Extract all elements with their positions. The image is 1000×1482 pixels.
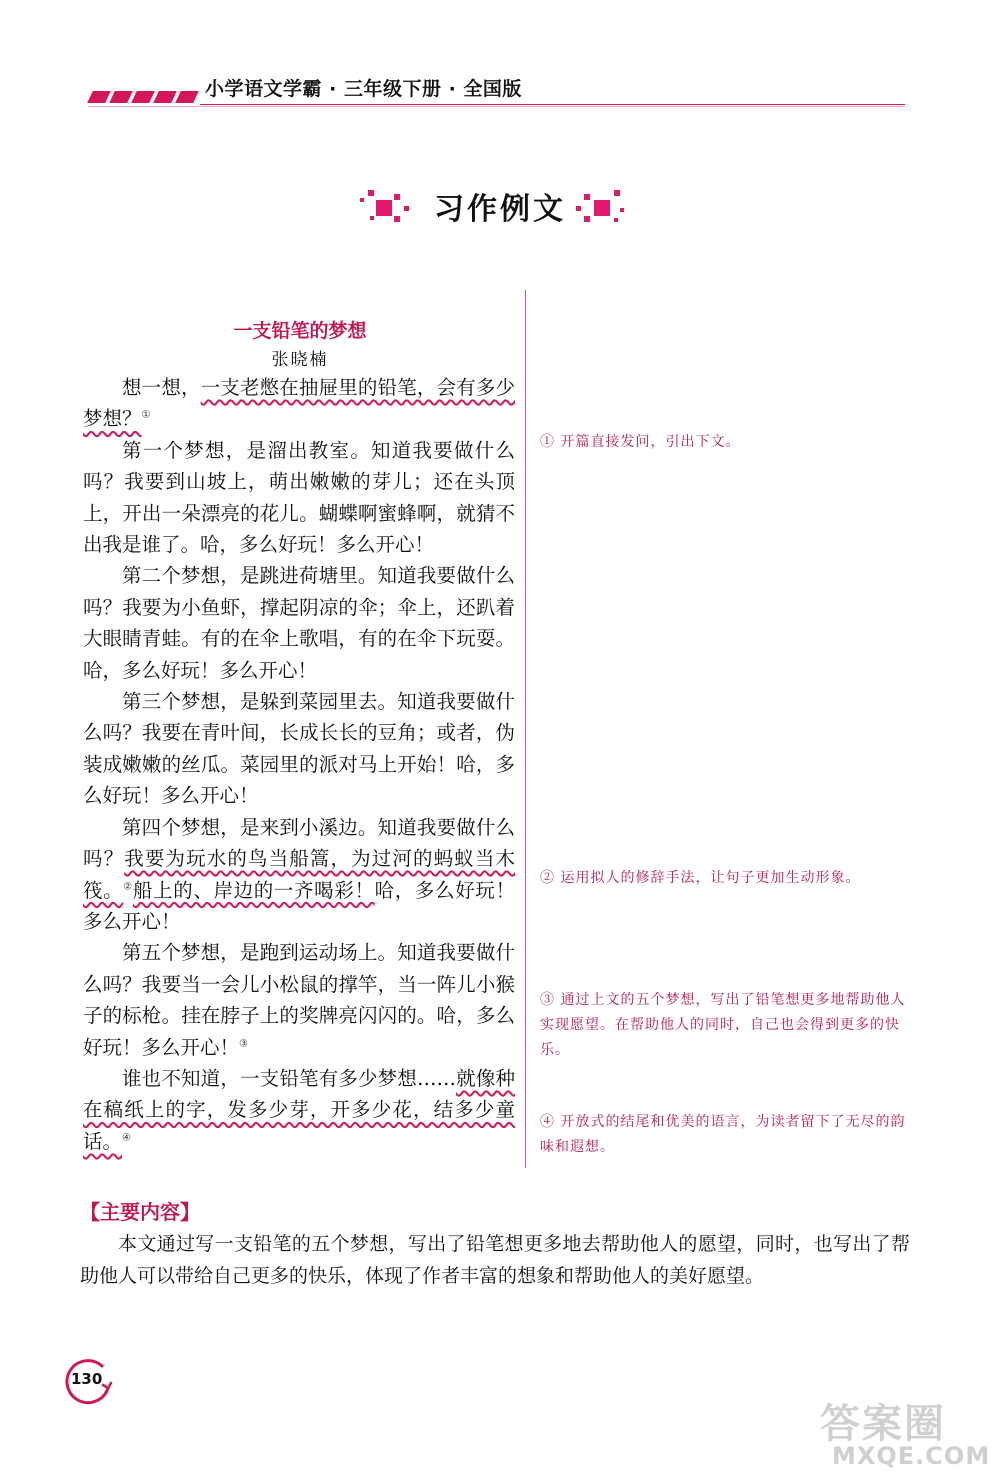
annotation-note-4: ④ 开放式的结尾和优美的语言，为读者留下了无尽的韵味和遐想。 [540, 1114, 906, 1155]
paragraph-4: 第三个梦想，是躲到菜园里去。知道我要做什么吗？我要在青叶间，长成长长的豆角；或者，伪装成嫩嫩的丝瓜。菜园里的派对马上开始！哈，多么好玩！多么开心！ [83, 690, 515, 808]
summary-text: 本文通过写一支铅笔的五个梦想，写出了铅笔想更多地去帮助他人的愿望，同时，也写出了帮助他人可以带给自己更多的快乐，体现了作者丰富的想象和帮助他人的美好愿望。 [80, 1233, 910, 1287]
paragraph-1: 想一想，一支老憋在抽屉里的铅笔，会有多少梦想？① [83, 376, 515, 431]
paragraph-2: 第一个梦想，是溜出教室。知道我要做什么吗？我要到山坡上，萌出嫩嫩的芽儿；还在头顶上，开出一朵漂亮的花儿。蝴蝶啊蜜蜂啊，就猜不出我是谁了。哈，多么好玩！多么开心！ [83, 438, 515, 557]
underlined-phrase: 就像种在稿纸上的字，发多少芽，开多少花，结多少童话。 [83, 1066, 515, 1153]
annotation-marker: ④ [122, 1132, 131, 1144]
annotation-note-1: ① 开篇直接发问，引出下文。 [540, 434, 741, 450]
header-rule [200, 104, 905, 105]
underlined-phrase: 一支老憋在抽屉里的铅笔，会有多少梦想？ [83, 376, 515, 431]
watermark-url: MXQE.COM [832, 1442, 991, 1470]
annotation-marker: ① [141, 409, 151, 421]
section-title: 习作例文 [434, 192, 566, 227]
summary-label: 【主要内容】 [80, 1200, 200, 1224]
page-number: 130 [71, 1370, 103, 1388]
paragraph-5: 第四个梦想，是来到小溪边。知道我要做什么吗？我要为玩水的鸟当船篙，为过河的蚂蚁当木筏。②船上的、岸边的一齐喝彩！哈，多么好玩！多么开心！ [83, 815, 515, 933]
underlined-phrase: 船上的、岸边的一齐喝彩！ [132, 878, 375, 902]
annotation-marker: ② [123, 881, 133, 892]
paragraph-7: 谁也不知道，一支铅笔有多少梦想……就像种在稿纸上的字，发多少芽，开多少花，结多少童话。④ [83, 1066, 515, 1153]
column-divider [525, 290, 526, 1168]
underlined-phrase: 我要为玩水的鸟当船篙，为过河的蚂蚁当木筏。 [83, 847, 515, 902]
essay-body [83, 372, 515, 1157]
annotation-marker: ③ [239, 1038, 248, 1050]
right-ornament-icon [576, 186, 634, 226]
paragraph-6: 第五个梦想，是跑到运动场上。知道我要做什么吗？我要当一会儿小松鼠的撑竿，当一阵儿小猴子的标枪。挂在脖子上的奖牌亮闪闪的。哈，多么好玩！多么开心！③ [83, 941, 515, 1059]
watermark-brand: 答案圈 [820, 1401, 946, 1447]
header-rule-thin [88, 106, 905, 107]
annotation-note-2: ② 运用拟人的修辞手法，让句子更加生动形象。 [540, 870, 861, 886]
book-title: 小学语文学霸 · 三年级下册 · 全国版 [205, 78, 522, 100]
header-decor-bars [88, 91, 198, 105]
essay-author: 张晓楠 [271, 350, 329, 370]
essay-title: 一支铅笔的梦想 [233, 320, 367, 342]
annotation-note-3: ③ 通过上文的五个梦想，写出了铅笔想更多地帮助他人实现愿望。在帮助他人的同时，自己也会得到更多的快乐。 [540, 992, 906, 1058]
paragraph-3: 第二个梦想，是跳进荷塘里。知道我要做什么吗？我要为小鱼虾，撑起阴凉的伞；伞上，还趴着大眼睛青蛙。有的在伞上歌唱，有的在伞下玩耍。哈，多么好玩！多么开心！ [83, 564, 515, 682]
